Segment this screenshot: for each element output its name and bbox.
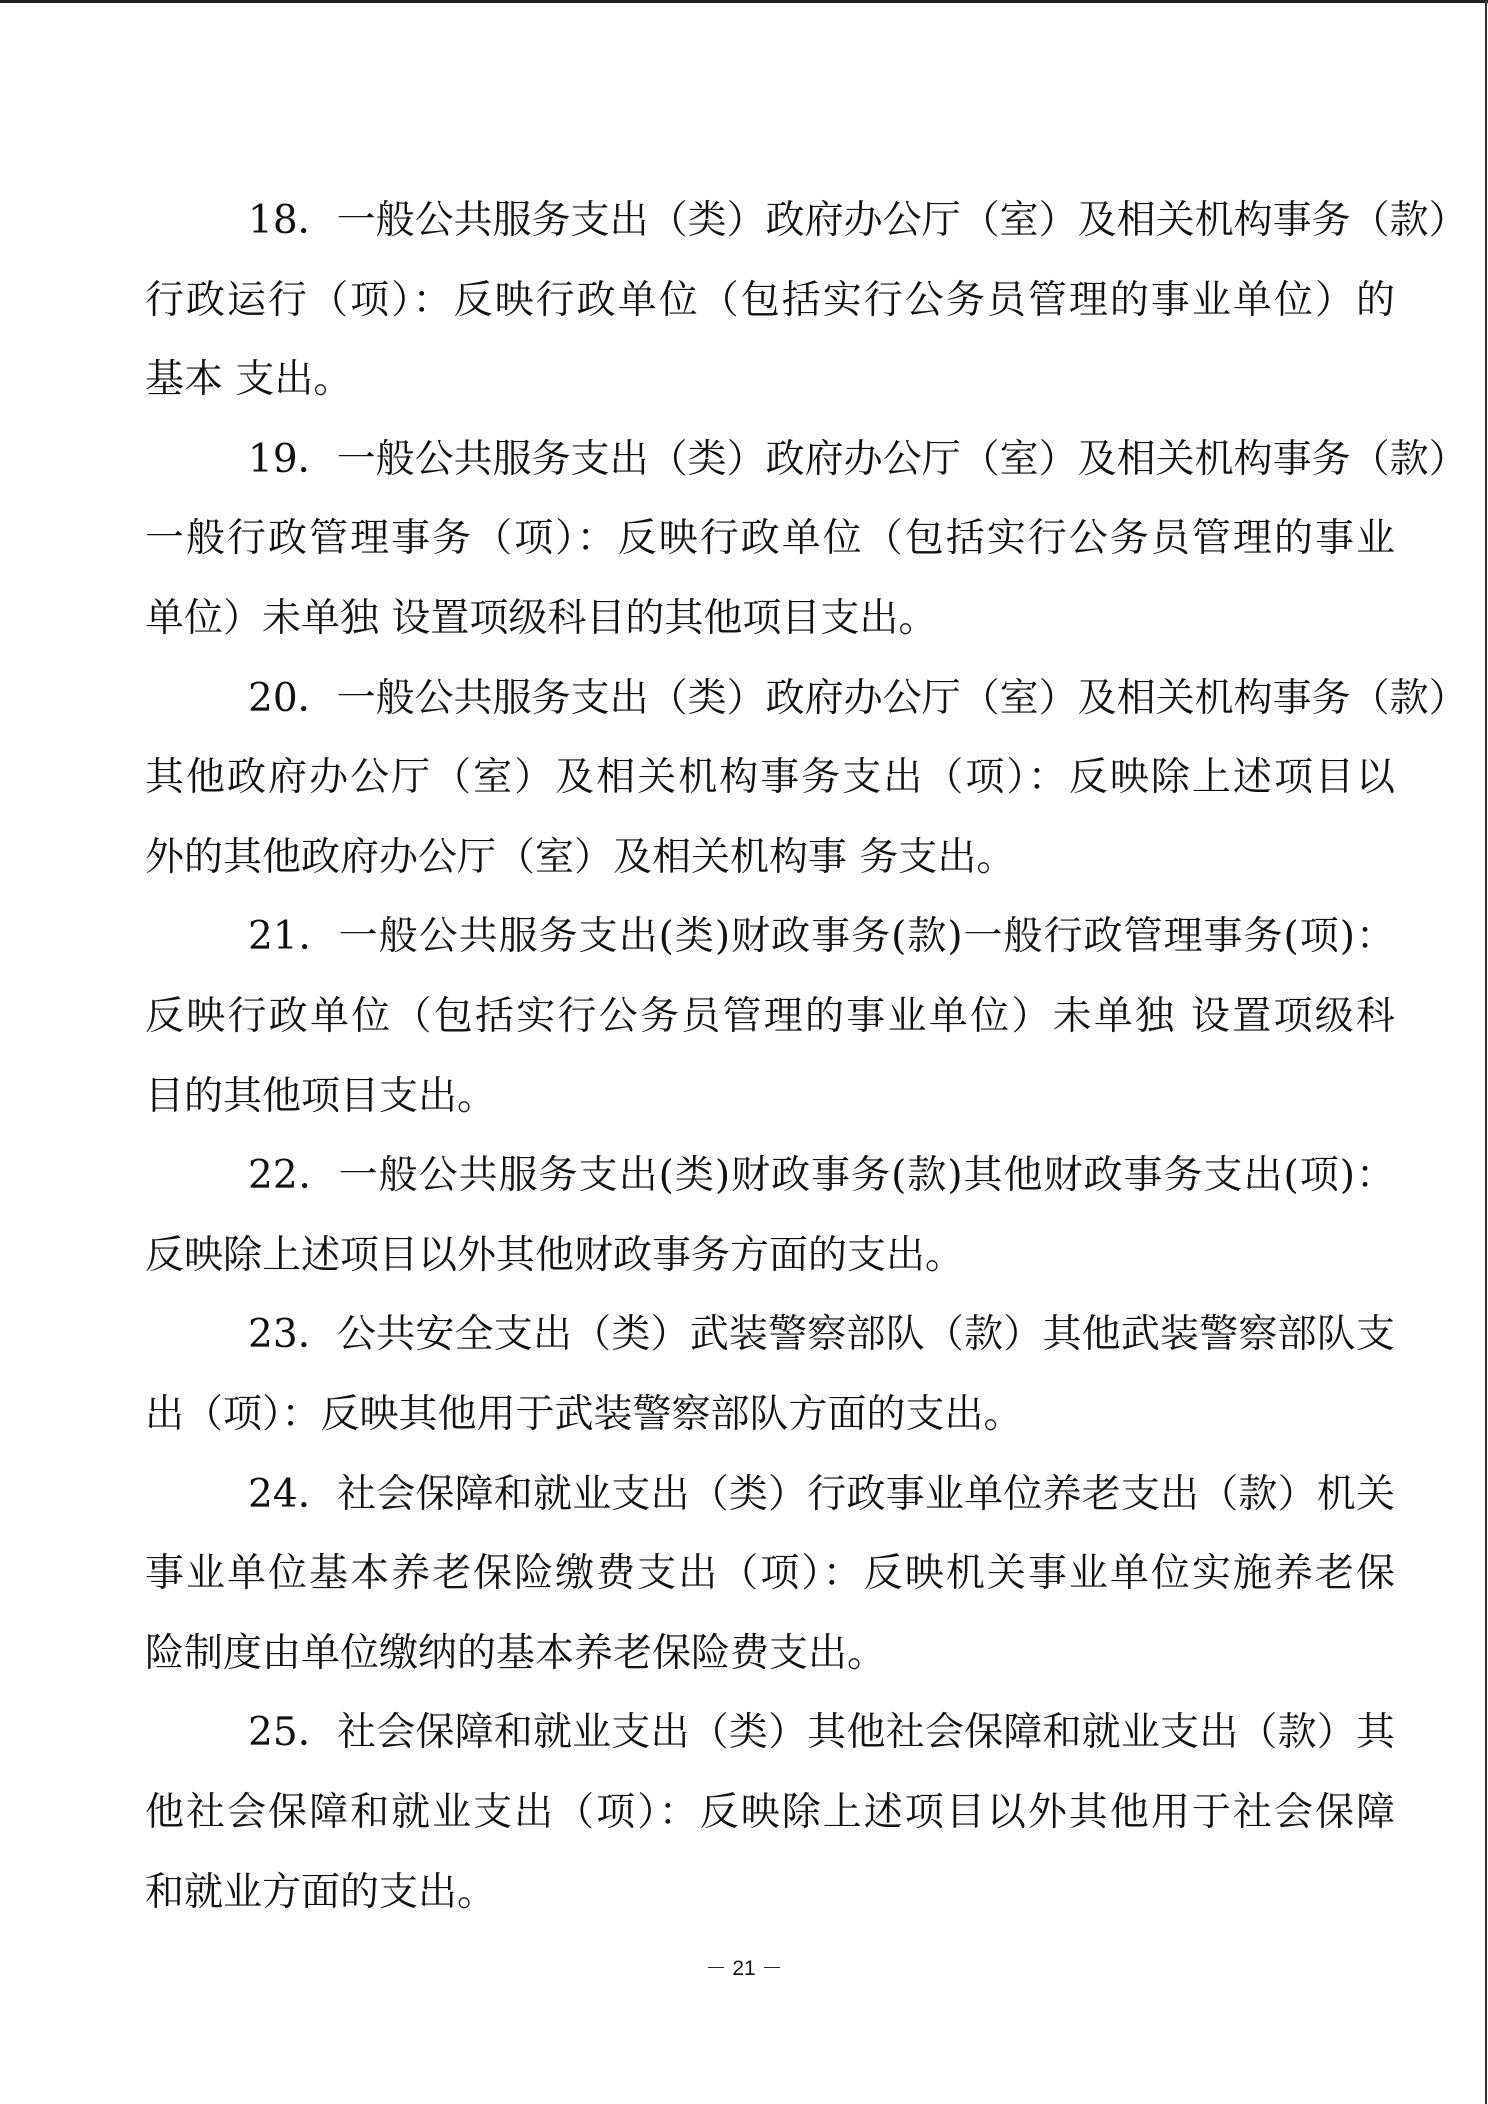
paragraph-line: 出（项）：反映其他用于武装警察部队方面的支出。 [145, 1392, 1023, 1437]
paragraph-line: 19．一般公共服务支出（类）政府办公厅（室）及相关机构事务（款） [248, 436, 1468, 482]
paragraph-line: 18．一般公共服务支出（类）政府办公厅（室）及相关机构事务（款） [248, 198, 1468, 243]
paragraph-line: 事业单位基本养老保险缴费支出（项）：反映机关事业单位实施养老保 [145, 1551, 1395, 1597]
paragraph-line: 和就业方面的支出。 [145, 1869, 497, 1915]
paragraph-line: 20．一般公共服务支出（类）政府办公厅（室）及相关机构事务（款） [248, 675, 1468, 721]
paragraph-line: 基本 支出。 [145, 357, 353, 403]
paragraph-line: 24．社会保障和就业支出（类）行政事业单位养老支出（款）机关 [248, 1471, 1395, 1517]
paragraph-line: 外的其他政府办公厅（室）及相关机构事 务支出。 [145, 834, 1016, 880]
paragraph-line: 25．社会保障和就业支出（类）其他社会保障和就业支出（款）其 [248, 1710, 1395, 1756]
paragraph-line: 他社会保障和就业支出（项）：反映除上述项目以外其他用于社会保障 [145, 1790, 1395, 1835]
paragraph-line: 23．公共安全支出（类）武装警察部队（款）其他武装警察部队支 [248, 1312, 1395, 1358]
paragraph-line: 其他政府办公厅（室）及相关机构事务支出（项）：反映除上述项目以 [145, 755, 1395, 801]
paragraph-line: 反映行政单位（包括实行公务员管理的事业单位）未单独 设置项级科 [145, 994, 1395, 1039]
paragraph-line: 一般行政管理事务（项）：反映行政单位（包括实行公务员管理的事业 [145, 516, 1395, 562]
paragraph-line: 行政运行（项）：反映行政单位（包括实行公务员管理的事业单位）的 [145, 277, 1395, 323]
page-border-right [1485, 0, 1487, 2104]
paragraph-line: 险制度由单位缴纳的基本养老保险费支出。 [145, 1630, 887, 1676]
page-number: － 21 － [705, 1957, 783, 1980]
paragraph-line: 22．一般公共服务支出(类)财政事务(款)其他财政事务支出(项)： [248, 1153, 1395, 1199]
page-border-top [0, 0, 1488, 3]
paragraph-line: 单位）未单独 设置项级科目的其他项目支出。 [145, 596, 938, 641]
paragraph-line: 21．一般公共服务支出(类)财政事务(款)一般行政管理事务(项)： [248, 914, 1395, 960]
paragraph-line: 反映除上述项目以外其他财政事务方面的支出。 [145, 1232, 965, 1278]
paragraph-line: 目的其他项目支出。 [145, 1073, 497, 1119]
